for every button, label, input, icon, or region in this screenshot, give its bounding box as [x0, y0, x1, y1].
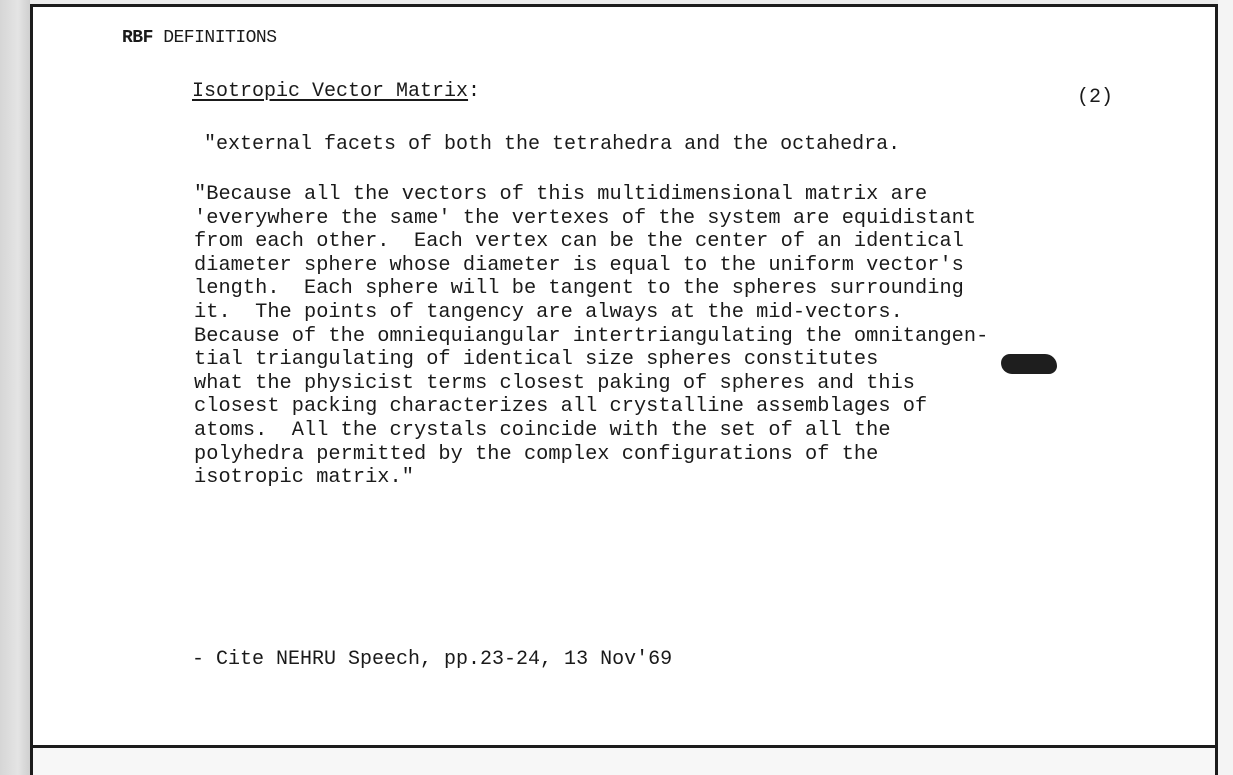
body-line: it. The points of tangency are always at the mid-vectors.	[194, 300, 903, 324]
continuation-line: "external facets of both the tetrahedra and the octahedra.	[204, 133, 901, 156]
body-line: what the physicist terms closest paking of spheres and this	[194, 371, 916, 395]
scan-left-margin	[0, 0, 30, 775]
next-card-edge	[30, 748, 1218, 775]
body-line: closest packing characterizes all crystalline assemblages of	[194, 395, 928, 419]
body-line: tial triangulating of identical size spheres constitutes	[194, 348, 879, 372]
body-line: atoms. All the crystals coincide with the set of all the	[194, 418, 891, 442]
body-line: length. Each sphere will be tangent to the spheres surrounding	[194, 277, 964, 301]
body-line: diameter sphere whose diameter is equal to the uniform vector's	[194, 253, 964, 277]
card-heading	[192, 80, 480, 103]
body-line: isotropic matrix."	[194, 466, 414, 490]
body-line: from each other. Each vertex can be the center of an identical	[194, 230, 964, 254]
card-page-number: (2)	[1077, 86, 1114, 109]
heading-term: Isotropic Vector Matrix	[192, 80, 469, 103]
heading-colon: :	[468, 80, 481, 103]
category-prefix: RBF	[122, 28, 153, 48]
scan-right-margin	[1218, 0, 1233, 775]
body-line: polyhedra permitted by the complex configurations of the	[194, 442, 879, 466]
body-line: 'everywhere the same' the vertexes of the system are equidistant	[194, 206, 977, 230]
card-citation: - Cite NEHRU Speech, pp.23-24, 13 Nov'69	[192, 648, 673, 671]
body-line: "Because all the vectors of this multidimensional matrix are	[194, 183, 928, 206]
body-line: Because of the omniequiangular intertriangulating the omnitangen-	[194, 324, 989, 348]
quotation-body	[194, 183, 988, 490]
card-category	[122, 28, 277, 48]
category-label: DEFINITIONS	[152, 28, 277, 48]
ink-blot-redaction	[1001, 354, 1057, 374]
